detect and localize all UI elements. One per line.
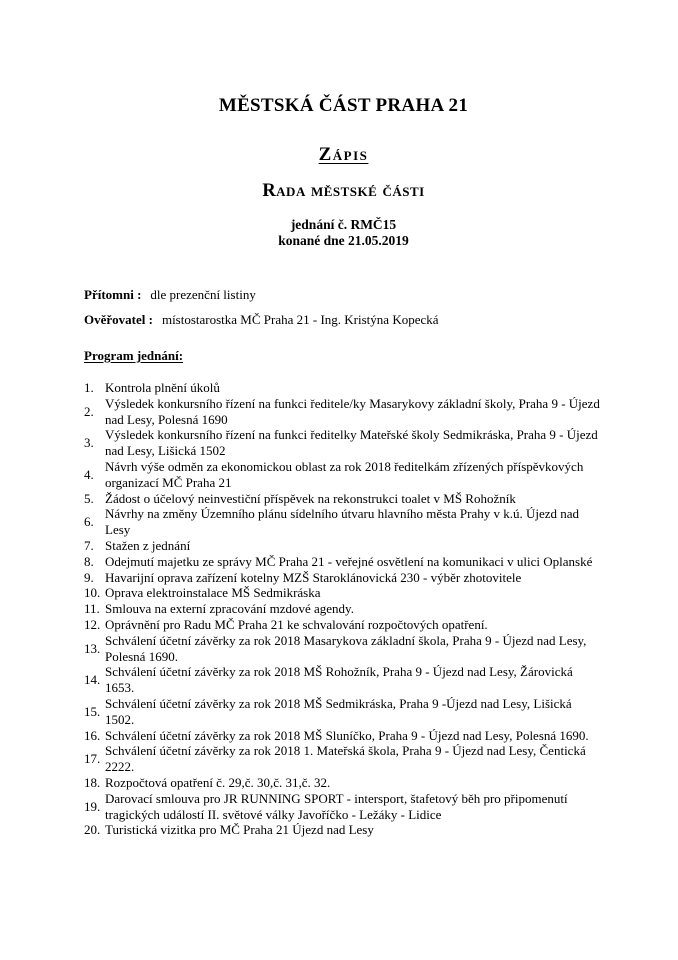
agenda-item bbox=[84, 601, 603, 617]
agenda-item-number: 7. bbox=[84, 537, 94, 553]
agenda-item bbox=[84, 491, 603, 507]
agenda-item-text: Odejmutí majetku ze správy MČ Praha 21 - veřejné osvětlení na komunikaci v ulici Oplanské bbox=[105, 553, 593, 569]
agenda-item-number: 4. bbox=[84, 466, 94, 482]
agenda-item-text: Smlouva na externí zpracování mzdové agendy. bbox=[105, 601, 354, 617]
agenda-item bbox=[84, 743, 603, 775]
agenda-item-text: Schválení účetní závěrky za rok 2018 Masarykova základní škola, Praha 9 - Újezd nad Lesy, Polesná 1690. bbox=[105, 632, 587, 664]
agenda-item-text: Turistická vizitka pro MČ Praha 21 Újezd nad Lesy bbox=[105, 822, 374, 838]
present-row bbox=[84, 287, 603, 303]
document-type-heading: Zápis bbox=[318, 144, 369, 165]
agenda-item-number: 14. bbox=[84, 672, 101, 688]
agenda-item-text: Kontrola plnění úkolů bbox=[105, 380, 220, 395]
agenda-item-text: Oprávnění pro Radu MČ Praha 21 ke schvalování rozpočtových opatření. bbox=[105, 616, 488, 632]
agenda-item bbox=[84, 696, 603, 728]
verifier-value: místostarostka MČ Praha 21 - Ing. Kristýna Kopecká bbox=[161, 312, 439, 327]
agenda-item-number: 11. bbox=[84, 601, 100, 617]
agenda-item-text: Schválení účetní závěrky za rok 2018 MŠ Rohožník, Praha 9 - Újezd nad Lesy, Žárovická 1653. bbox=[105, 664, 573, 696]
agenda-item bbox=[84, 664, 603, 696]
agenda-item-number: 5. bbox=[84, 490, 94, 506]
agenda-item bbox=[84, 427, 603, 459]
agenda-heading: Program jednání: bbox=[84, 348, 184, 363]
agenda-item-number: 20. bbox=[84, 822, 101, 838]
agenda-item bbox=[84, 380, 603, 396]
agenda-item-text: Návrhy na změny Územního plánu sídelního útvaru hlavního města Prahy v k.ú. Újezd nad Lesy bbox=[105, 506, 580, 538]
agenda-item bbox=[84, 775, 603, 791]
agenda-item-text: Stažen z jednání bbox=[105, 537, 191, 553]
agenda-item bbox=[84, 396, 603, 428]
agenda-item bbox=[84, 459, 603, 491]
agenda-item-number: 12. bbox=[84, 616, 101, 632]
agenda-item-number: 6. bbox=[84, 514, 94, 530]
agenda-item-number: 8. bbox=[84, 553, 94, 569]
agenda-list bbox=[84, 380, 603, 838]
agenda-item-text: Výsledek konkursního řízení na funkci ředitelky Mateřské školy Sedmikráska, Praha 9 - Újezd nad Lesy, Lišická 1502 bbox=[105, 427, 598, 459]
agenda-item-number: 18. bbox=[84, 774, 101, 790]
agenda-item-text: Návrh výše odměn za ekonomickou oblast za rok 2018 ředitelkám zřízených příspěvkových organizací MČ Praha 21 bbox=[105, 458, 584, 490]
agenda-item-number: 9. bbox=[84, 569, 94, 585]
agenda-item bbox=[84, 822, 603, 838]
agenda-item-number: 17. bbox=[84, 751, 101, 767]
agenda-item bbox=[84, 570, 603, 586]
agenda-item-number: 19. bbox=[84, 798, 101, 814]
agenda-item bbox=[84, 633, 603, 665]
agenda-item bbox=[84, 728, 603, 744]
attendance-section bbox=[84, 287, 603, 328]
agenda-item bbox=[84, 791, 603, 823]
agenda-item-text: Schválení účetní závěrky za rok 2018 MŠ Sluníčko, Praha 9 - Újezd nad Lesy, Polesná 1690. bbox=[105, 727, 589, 743]
agenda-item-number: 10. bbox=[84, 585, 101, 601]
agenda-item-text: Schválení účetní závěrky za rok 2018 1. Mateřská škola, Praha 9 - Újezd nad Lesy, Čentická 2222. bbox=[105, 743, 586, 775]
meeting-info bbox=[84, 217, 603, 249]
agenda-item-number: 15. bbox=[84, 703, 101, 719]
meeting-date: konané dne 21.05.2019 bbox=[278, 233, 409, 248]
agenda-item bbox=[84, 538, 603, 554]
agenda-item-text: Výsledek konkursního řízení na funkci ředitele/ky Masarykovy základní školy, Praha 9 - Újezd nad Lesy, Polesná 1690 bbox=[105, 395, 600, 427]
agenda-item bbox=[84, 506, 603, 538]
agenda-item-number: 1. bbox=[84, 380, 94, 395]
verifier-label: Ověřovatel : bbox=[84, 312, 153, 327]
agenda-item-number: 2. bbox=[84, 403, 94, 419]
present-label: Přítomni : bbox=[84, 287, 142, 302]
agenda-item bbox=[84, 554, 603, 570]
agenda-item bbox=[84, 585, 603, 601]
council-heading: Rada městské části bbox=[262, 181, 425, 201]
agenda-item-text: Schválení účetní závěrky za rok 2018 MŠ Sedmikráska, Praha 9 -Újezd nad Lesy, Lišická 1502. bbox=[105, 695, 572, 727]
verifier-row bbox=[84, 312, 603, 328]
meeting-number: jednání č. RMČ15 bbox=[290, 217, 397, 232]
agenda-item-text: Oprava elektroinstalace MŠ Sedmikráska bbox=[105, 585, 321, 601]
agenda-item-number: 3. bbox=[84, 435, 94, 451]
agenda-item-text: Rozpočtová opatření č. 29,č. 30,č. 31,č. 32. bbox=[105, 774, 331, 790]
agenda-item-text: Havarijní oprava zařízení kotelny MZŠ Staroklánovická 230 - výběr zhotovitele bbox=[105, 569, 522, 585]
document-title: MĚSTSKÁ ČÁST PRAHA 21 bbox=[218, 95, 469, 116]
agenda-item-number: 13. bbox=[84, 640, 101, 656]
agenda-item-number: 16. bbox=[84, 727, 101, 743]
agenda-item-text: Darovací smlouva pro JR RUNNING SPORT - intersport, štafetový běh pro připomenutí tragických událostí II. světové války Javoříčko - Ležáky - Lidice bbox=[105, 790, 568, 822]
agenda-item-text: Žádost o účelový neinvestiční příspěvek na rekonstrukci toalet v MŠ Rohožník bbox=[105, 490, 516, 506]
agenda-item bbox=[84, 617, 603, 633]
present-value: dle prezenční listiny bbox=[150, 287, 256, 302]
